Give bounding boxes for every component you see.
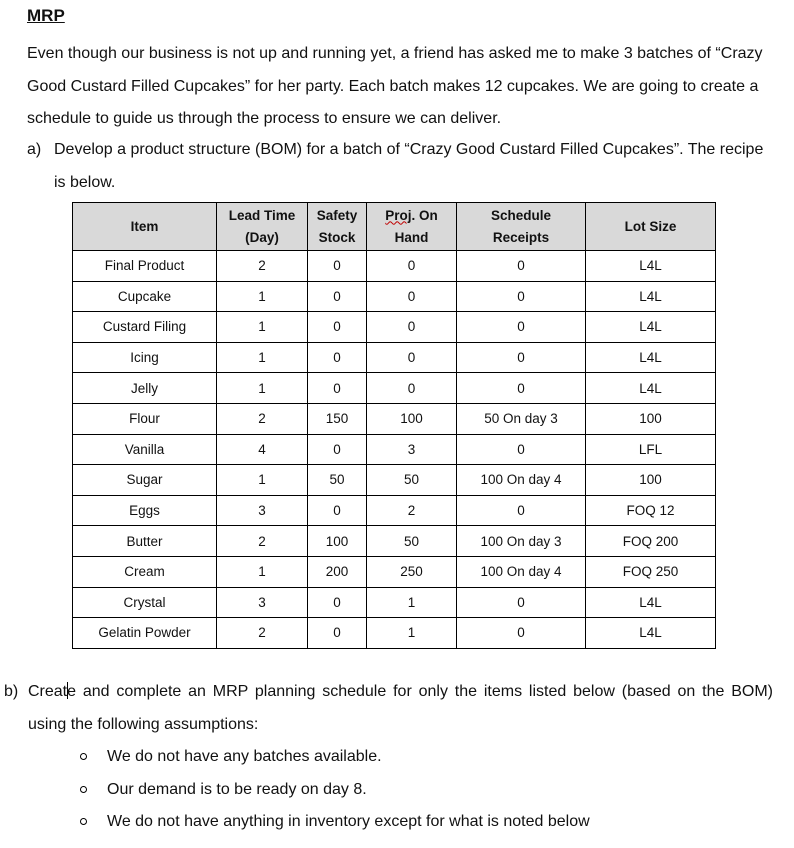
table-row bbox=[73, 251, 716, 282]
table-row bbox=[73, 556, 716, 587]
cell-safety-stock: 0 bbox=[308, 281, 367, 312]
table-row bbox=[73, 373, 716, 404]
assumption-text: We do not have anything in inventory except for what is noted below bbox=[107, 813, 590, 831]
header-lot-size: Lot Size bbox=[586, 203, 716, 251]
cell-safety-stock: 0 bbox=[308, 618, 367, 649]
header-schedule-receipts bbox=[457, 203, 586, 251]
cell-schedule-receipts: 0 bbox=[457, 587, 586, 618]
section-title: MRP bbox=[27, 6, 65, 25]
cell-schedule-receipts: 100 On day 3 bbox=[457, 526, 586, 557]
cell-safety-stock: 0 bbox=[308, 373, 367, 404]
cell-item: Cream bbox=[73, 556, 217, 587]
cell-proj-on-hand: 50 bbox=[367, 465, 457, 496]
cell-schedule-receipts: 0 bbox=[457, 281, 586, 312]
cell-proj-on-hand: 1 bbox=[367, 618, 457, 649]
table-row bbox=[73, 495, 716, 526]
bullet-circle-icon bbox=[80, 786, 87, 793]
question-b-label: b) bbox=[4, 683, 19, 700]
cell-safety-stock: 0 bbox=[308, 495, 367, 526]
cell-proj-on-hand: 100 bbox=[367, 403, 457, 434]
cell-safety-stock: 200 bbox=[308, 556, 367, 587]
cell-item: Custard Filing bbox=[73, 312, 217, 343]
cell-proj-on-hand: 0 bbox=[367, 373, 457, 404]
cell-proj-on-hand: 0 bbox=[367, 251, 457, 282]
cell-item: Crystal bbox=[73, 587, 217, 618]
cell-lead-time: 2 bbox=[217, 618, 308, 649]
intro-paragraph: Even though our business is not up and running yet, a friend has asked me to make 3 batches of “Crazy Good Custard Filled Cupcakes” for her party. Each batch makes 12 cupcakes. We are going to create a schedule to guide us through the process to ensure we can deliver. bbox=[27, 45, 763, 127]
assumption-text: We do not have any batches available. bbox=[107, 748, 382, 765]
header-sched-line2: Receipts bbox=[492, 229, 550, 245]
cell-lot-size: L4L bbox=[586, 587, 716, 618]
cell-lead-time: 1 bbox=[217, 281, 308, 312]
table-row bbox=[73, 342, 716, 373]
cell-lot-size: 100 bbox=[586, 403, 716, 434]
cell-safety-stock: 0 bbox=[308, 251, 367, 282]
cell-item: Final Product bbox=[73, 251, 217, 282]
cell-lead-time: 3 bbox=[217, 587, 308, 618]
table-row bbox=[73, 587, 716, 618]
cell-proj-on-hand: 3 bbox=[367, 434, 457, 465]
cell-lead-time: 2 bbox=[217, 403, 308, 434]
cell-item: Jelly bbox=[73, 373, 217, 404]
cell-lot-size: FOQ 12 bbox=[586, 495, 716, 526]
assumption-text: Our demand is to be ready on day 8. bbox=[107, 780, 367, 798]
question-b-text bbox=[28, 676, 773, 741]
cell-lot-size: FOQ 200 bbox=[586, 526, 716, 557]
list-item bbox=[80, 774, 770, 807]
cell-lead-time: 2 bbox=[217, 251, 308, 282]
cell-lot-size: 100 bbox=[586, 465, 716, 496]
header-proj-line2: Hand bbox=[394, 229, 429, 245]
cell-schedule-receipts: 0 bbox=[457, 495, 586, 526]
table-row bbox=[73, 526, 716, 557]
cell-lot-size: FOQ 250 bbox=[586, 556, 716, 587]
cell-lot-size: LFL bbox=[586, 434, 716, 465]
cell-item: Butter bbox=[73, 526, 217, 557]
list-item bbox=[80, 806, 770, 839]
cell-lot-size: L4L bbox=[586, 312, 716, 343]
cell-lot-size: L4L bbox=[586, 251, 716, 282]
bullet-circle-icon bbox=[80, 753, 87, 760]
header-safety-stock bbox=[308, 203, 367, 251]
cell-lot-size: L4L bbox=[586, 342, 716, 373]
cell-item: Gelatin Powder bbox=[73, 618, 217, 649]
cell-proj-on-hand: 2 bbox=[367, 495, 457, 526]
cell-safety-stock: 0 bbox=[308, 342, 367, 373]
cell-lot-size: L4L bbox=[586, 281, 716, 312]
cell-proj-on-hand: 0 bbox=[367, 312, 457, 343]
bom-table bbox=[72, 202, 716, 649]
cell-schedule-receipts: 0 bbox=[457, 373, 586, 404]
cell-proj-on-hand: 0 bbox=[367, 342, 457, 373]
header-item: Item bbox=[73, 203, 217, 251]
bullet-circle-icon bbox=[80, 818, 87, 825]
cell-schedule-receipts: 0 bbox=[457, 342, 586, 373]
header-lead-time-line1: Lead Time bbox=[228, 207, 296, 223]
cell-safety-stock: 150 bbox=[308, 403, 367, 434]
header-safety-line2: Stock bbox=[318, 229, 356, 245]
header-lead-time bbox=[217, 203, 308, 251]
cell-lot-size: L4L bbox=[586, 618, 716, 649]
cell-schedule-receipts: 0 bbox=[457, 312, 586, 343]
table-header-row bbox=[73, 203, 716, 251]
cell-proj-on-hand: 250 bbox=[367, 556, 457, 587]
question-a-text: Develop a product structure (BOM) for a batch of “Crazy Good Custard Filled Cupcakes”. The recipe is below. bbox=[54, 141, 764, 191]
cell-schedule-receipts: 50 On day 3 bbox=[457, 403, 586, 434]
cell-lead-time: 1 bbox=[217, 312, 308, 343]
cell-proj-on-hand: 50 bbox=[367, 526, 457, 557]
header-lead-time-line2: (Day) bbox=[245, 229, 279, 245]
table-row bbox=[73, 465, 716, 496]
cell-schedule-receipts: 0 bbox=[457, 434, 586, 465]
cell-safety-stock: 50 bbox=[308, 465, 367, 496]
cell-lead-time: 4 bbox=[217, 434, 308, 465]
cell-lead-time: 1 bbox=[217, 465, 308, 496]
cell-item: Eggs bbox=[73, 495, 217, 526]
table-row bbox=[73, 434, 716, 465]
cell-lead-time: 3 bbox=[217, 495, 308, 526]
cell-safety-stock: 100 bbox=[308, 526, 367, 557]
assumptions-list bbox=[80, 741, 770, 839]
header-proj-line1-rest: . On bbox=[411, 207, 438, 223]
cell-lead-time: 2 bbox=[217, 526, 308, 557]
cell-lead-time: 1 bbox=[217, 556, 308, 587]
table-row bbox=[73, 312, 716, 343]
table-row bbox=[73, 618, 716, 649]
table-row bbox=[73, 403, 716, 434]
cell-safety-stock: 0 bbox=[308, 312, 367, 343]
cell-lead-time: 1 bbox=[217, 373, 308, 404]
cell-lead-time: 1 bbox=[217, 342, 308, 373]
cell-proj-on-hand: 1 bbox=[367, 587, 457, 618]
header-safety-line1: Safety bbox=[316, 207, 358, 223]
cell-schedule-receipts: 100 On day 4 bbox=[457, 556, 586, 587]
list-item bbox=[80, 741, 770, 774]
header-sched-line1: Schedule bbox=[490, 207, 552, 223]
question-a-label: a) bbox=[27, 141, 42, 158]
cell-item: Cupcake bbox=[73, 281, 217, 312]
cell-item: Sugar bbox=[73, 465, 217, 496]
cell-safety-stock: 0 bbox=[308, 434, 367, 465]
header-proj-on-hand bbox=[367, 203, 457, 251]
cell-item: Vanilla bbox=[73, 434, 217, 465]
cell-schedule-receipts: 0 bbox=[457, 618, 586, 649]
table-row bbox=[73, 281, 716, 312]
cell-lot-size: L4L bbox=[586, 373, 716, 404]
cell-schedule-receipts: 100 On day 4 bbox=[457, 465, 586, 496]
cell-schedule-receipts: 0 bbox=[457, 251, 586, 282]
question-b-text-rest: e and complete an MRP planning schedule for only the items listed below (based on the BOM) using the following assumptions: bbox=[28, 683, 773, 733]
cell-item: Flour bbox=[73, 403, 217, 434]
cell-item: Icing bbox=[73, 342, 217, 373]
question-b-text-start: Creat bbox=[28, 683, 68, 700]
header-proj-spellcheck-word: Proj bbox=[385, 207, 412, 223]
cell-safety-stock: 0 bbox=[308, 587, 367, 618]
cell-proj-on-hand: 0 bbox=[367, 281, 457, 312]
